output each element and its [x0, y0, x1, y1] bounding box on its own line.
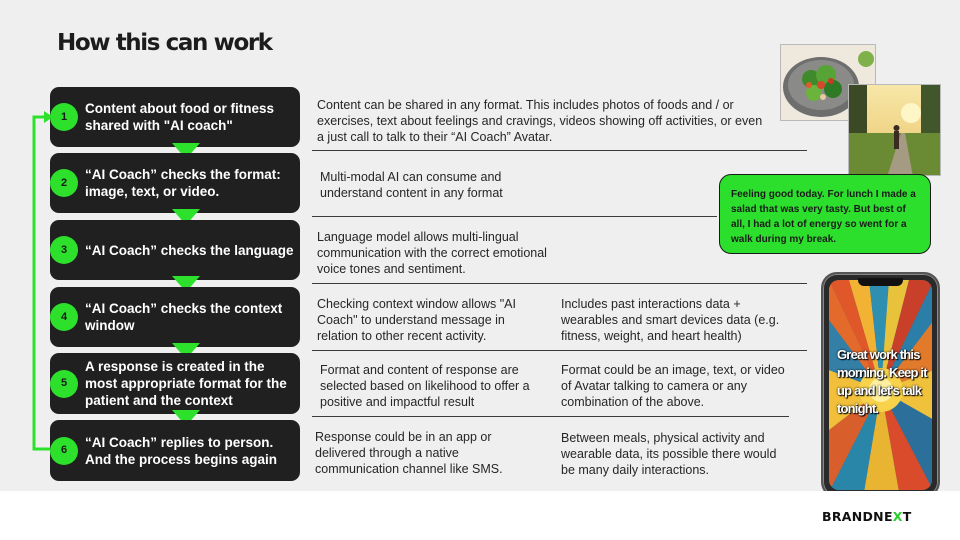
divider — [312, 150, 807, 151]
step-box-2 — [50, 153, 300, 213]
phone-message: Great work this morning. Keep it up and let's talk tonight. — [837, 347, 927, 416]
description-2: Multi-modal AI can consume and understand content in any format — [320, 170, 503, 200]
description-4b: Includes past interactions data + wearables and smart devices data (e.g. fitness, weight, and heart health) — [561, 297, 780, 343]
footer — [0, 491, 960, 540]
divider — [312, 350, 807, 351]
step-box-4 — [50, 287, 300, 347]
step-text-2: “AI Coach” checks the format: image, text, or video. — [85, 167, 281, 199]
step-box-6 — [50, 420, 300, 481]
logo-part: E — [883, 509, 893, 524]
user-message-bubble: Feeling good today. For lunch I made a salad that was very tasty. But best of all, I had a lot of energy so went for a walk during my break. — [719, 174, 931, 254]
step-text-1: Content about food or fitness shared with "AI coach" — [85, 101, 274, 133]
description-3: Language model allows multi-lingual communication with the correct emotional voice tones and sentiment. — [317, 230, 547, 276]
step-box-5 — [50, 353, 300, 414]
logo-part: T — [902, 509, 912, 524]
description-6b: Between meals, physical activity and wearable data, its possible there would be many daily interactions. — [561, 431, 777, 477]
step-text-6: “AI Coach” replies to person. And the process begins again — [85, 434, 278, 467]
logo-x-mark: X — [892, 509, 903, 524]
step-number-2: 2 — [50, 169, 78, 197]
description-5b: Format could be an image, text, or video of Avatar talking to camera or any combination of the above. — [561, 363, 785, 409]
step-text-5: A response is created in the most appropriate format for the patient and the context — [85, 359, 287, 408]
brand-logo — [822, 509, 912, 524]
logo-part: N — [873, 509, 884, 524]
step-number-3: 3 — [50, 236, 78, 264]
divider — [312, 216, 717, 217]
phone-mockup — [821, 272, 940, 498]
step-number-5: 5 — [50, 370, 78, 398]
description-5a: Format and content of response are selected based on likelihood to offer a positive and impactful result — [320, 363, 530, 409]
divider — [312, 283, 807, 284]
step-text-4: “AI Coach” checks the context window — [85, 301, 283, 333]
walking-photo — [848, 84, 941, 176]
step-number-1: 1 — [50, 103, 78, 131]
step-box-3 — [50, 220, 300, 280]
description-1: Content can be shared in any format. This includes photos of foods and / or exercises, text about feelings and cravings, videos showing off activities, or even a just call to talk to their “AI Coach” Avatar. — [317, 98, 763, 144]
step-box-1 — [50, 87, 300, 147]
description-4a: Checking context window allows "AI Coach" to understand message in relation to other recent activity. — [317, 297, 516, 343]
logo-part: BRAND — [822, 509, 874, 524]
step-number-4: 4 — [50, 303, 78, 331]
divider — [312, 416, 789, 417]
phone-screen — [829, 280, 932, 490]
phone-notch — [858, 278, 903, 286]
page-title: How this can work — [57, 30, 272, 56]
step-text-3: “AI Coach” checks the language — [85, 242, 294, 258]
description-6a: Response could be in an app or delivered through a native communication channel like SMS. — [315, 430, 503, 476]
step-number-6: 6 — [50, 437, 78, 465]
